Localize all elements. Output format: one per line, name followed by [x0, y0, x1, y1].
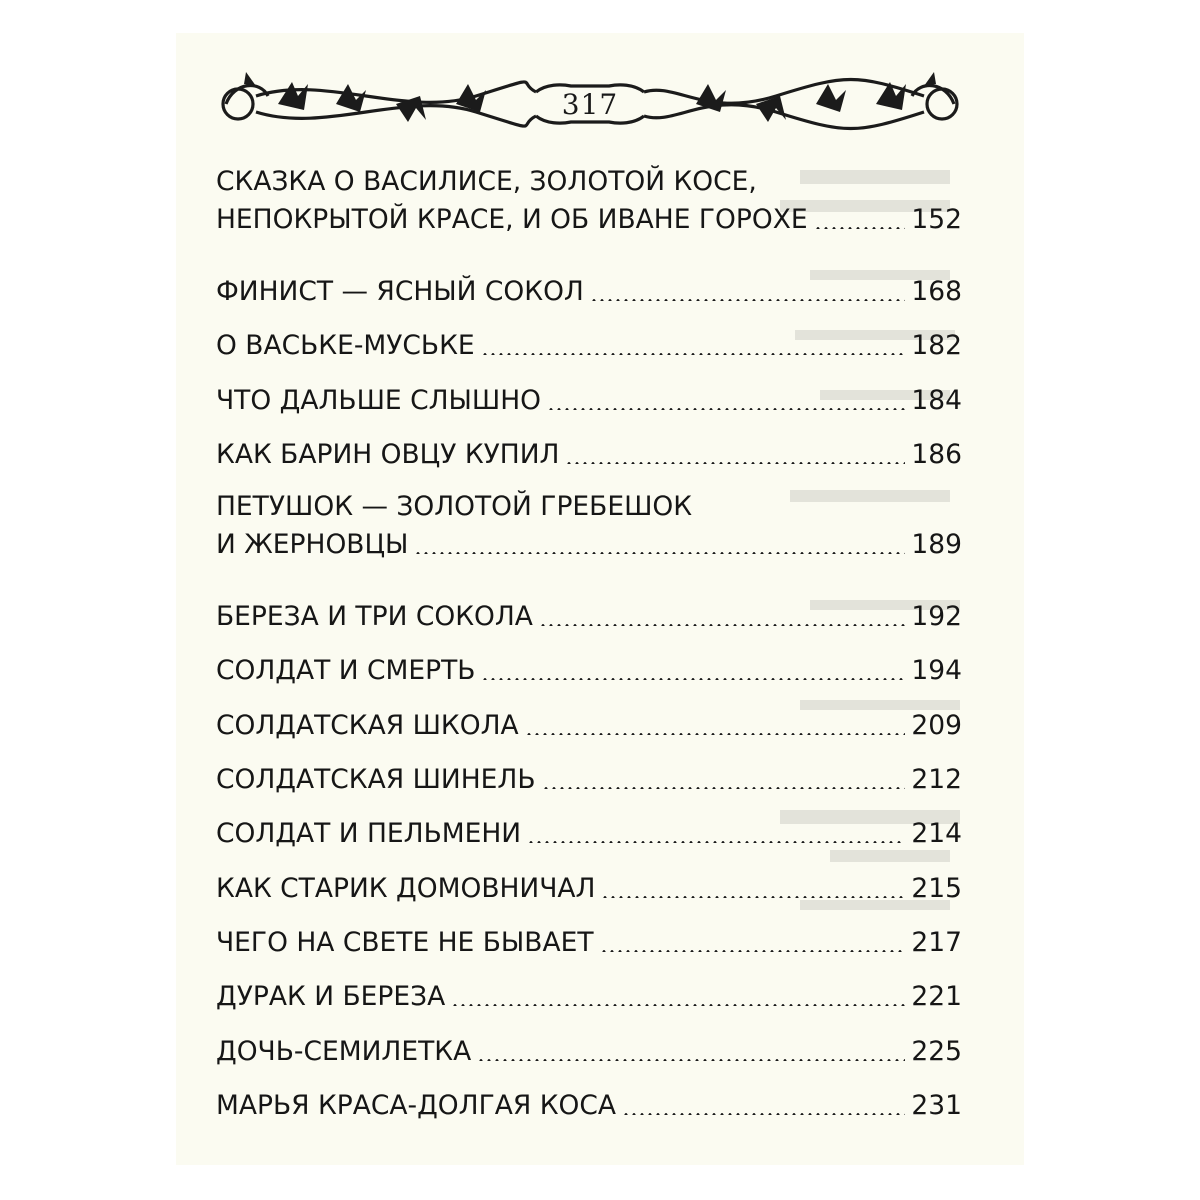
- toc-entry-page-number: 231: [911, 1089, 962, 1121]
- toc-entry: [216, 272, 962, 326]
- toc-entry-title-line: СКАЗКА О ВАСИЛИСЕ, ЗОЛОТОЙ КОСЕ,: [216, 166, 757, 197]
- dot-leader: [601, 896, 905, 898]
- toc-entry-page-number: 209: [911, 709, 962, 741]
- toc-entry-line: [216, 814, 962, 854]
- dot-leader: [547, 408, 905, 410]
- toc-entry-title: ЧТО ДАЛЬШЕ СЛЫШНО: [216, 384, 542, 416]
- toc-entry-title-line: ПЕТУШОК — ЗОЛОТОЙ ГРЕБЕШОК: [216, 491, 693, 523]
- page-number: 317: [561, 88, 619, 121]
- toc-entry: [216, 489, 962, 597]
- toc-entry: [216, 164, 962, 272]
- toc-entry: [216, 1086, 962, 1140]
- toc-entry-title: СОЛДАТСКАЯ ШКОЛА: [216, 709, 519, 741]
- toc-entry-title: СОЛДАТ И ПЕЛЬМЕНИ: [216, 818, 522, 850]
- dot-leader: [527, 841, 905, 843]
- toc-entry: [216, 597, 962, 651]
- toc-entry-line: [216, 1032, 962, 1072]
- toc-entry-title: ФИНИСТ — ЯСНЫЙ СОКОЛ: [216, 276, 584, 307]
- dot-leader: [590, 299, 906, 301]
- toc-entry: [216, 381, 962, 435]
- toc-entry: [216, 435, 962, 489]
- toc-entry-page-number: 192: [911, 601, 962, 633]
- toc-entry-line: [216, 923, 962, 963]
- toc-entry-title: СОЛДАТСКАЯ ШИНЕЛЬ: [216, 764, 536, 796]
- toc-entry-page-number: 184: [911, 384, 962, 416]
- toc-entry: [216, 977, 962, 1031]
- toc-entry-line: [216, 525, 962, 565]
- toc-entry-line: [216, 651, 962, 691]
- toc-entry-page-number: 214: [911, 818, 962, 850]
- toc-entry-line: [216, 597, 962, 637]
- toc-entry-page-number: 221: [911, 981, 962, 1013]
- toc-entry: [216, 760, 962, 814]
- toc-entry-title: КАК СТАРИК ДОМОВНИЧАЛ: [216, 872, 596, 904]
- toc-entry: [216, 651, 962, 705]
- toc-entry-page-number: 217: [911, 926, 962, 958]
- toc-entry-page-number: 194: [911, 655, 962, 687]
- dot-leader: [539, 624, 905, 626]
- toc-entry-line: [216, 381, 962, 421]
- toc-entry-title: МАРЬЯ КРАСА-ДОЛГАЯ КОСА: [216, 1089, 617, 1121]
- table-of-contents: [216, 164, 962, 1140]
- dot-leader: [525, 733, 906, 735]
- toc-entry-title: И ЖЕРНОВЦЫ: [216, 529, 409, 561]
- toc-entry-title: БЕРЕЗА И ТРИ СОКОЛА: [216, 601, 533, 633]
- toc-entry-page-number: 212: [911, 764, 962, 796]
- dot-leader: [565, 462, 905, 464]
- toc-entry-title: СОЛДАТ И СМЕРТЬ: [216, 655, 476, 687]
- toc-entry-page-number: 182: [911, 330, 962, 362]
- toc-entry-page-number: 225: [911, 1035, 962, 1067]
- toc-entry-line: [216, 272, 962, 312]
- toc-entry-line: [216, 435, 962, 475]
- dot-leader: [481, 353, 906, 355]
- toc-entry-title: О ВАСЬКЕ-МУСЬКЕ: [216, 330, 475, 362]
- dot-leader: [477, 1059, 905, 1061]
- toc-entry-line: [216, 977, 962, 1017]
- toc-entry: [216, 326, 962, 380]
- toc-entry-title: НЕПОКРЫТОЙ КРАСЕ, И ОБ ИВАНЕ ГОРОХЕ: [216, 204, 808, 235]
- toc-entry-title: ДУРАК И БЕРЕЗА: [216, 981, 446, 1013]
- toc-entry-page-number: 215: [911, 872, 962, 904]
- toc-entry-page-number: 186: [911, 438, 962, 470]
- dot-leader: [414, 552, 905, 554]
- toc-entry-line: [216, 200, 962, 240]
- dot-leader: [814, 227, 906, 229]
- toc-entry: [216, 869, 962, 923]
- dot-leader: [600, 950, 906, 952]
- dot-leader: [622, 1113, 905, 1115]
- dot-leader: [542, 787, 906, 789]
- toc-entry-line: [216, 869, 962, 909]
- toc-entry-title: ЧЕГО НА СВЕТЕ НЕ БЫВАЕТ: [216, 926, 594, 958]
- toc-entry-line: [216, 706, 962, 746]
- toc-entry-title: ДОЧЬ-СЕМИЛЕТКА: [216, 1035, 472, 1067]
- toc-entry-line: [216, 1086, 962, 1126]
- dot-leader: [451, 1004, 905, 1006]
- toc-entry: [216, 923, 962, 977]
- toc-entry: [216, 1032, 962, 1086]
- toc-entry-line: [216, 760, 962, 800]
- toc-entry-page-number: 152: [911, 204, 962, 235]
- dot-leader: [481, 678, 905, 680]
- toc-entry-line: [216, 326, 962, 366]
- toc-entry-page-number: 168: [911, 276, 962, 307]
- toc-entry-page-number: 189: [911, 529, 962, 561]
- toc-entry: [216, 706, 962, 760]
- toc-entry: [216, 814, 962, 868]
- toc-entry-title: КАК БАРИН ОВЦУ КУПИЛ: [216, 438, 560, 470]
